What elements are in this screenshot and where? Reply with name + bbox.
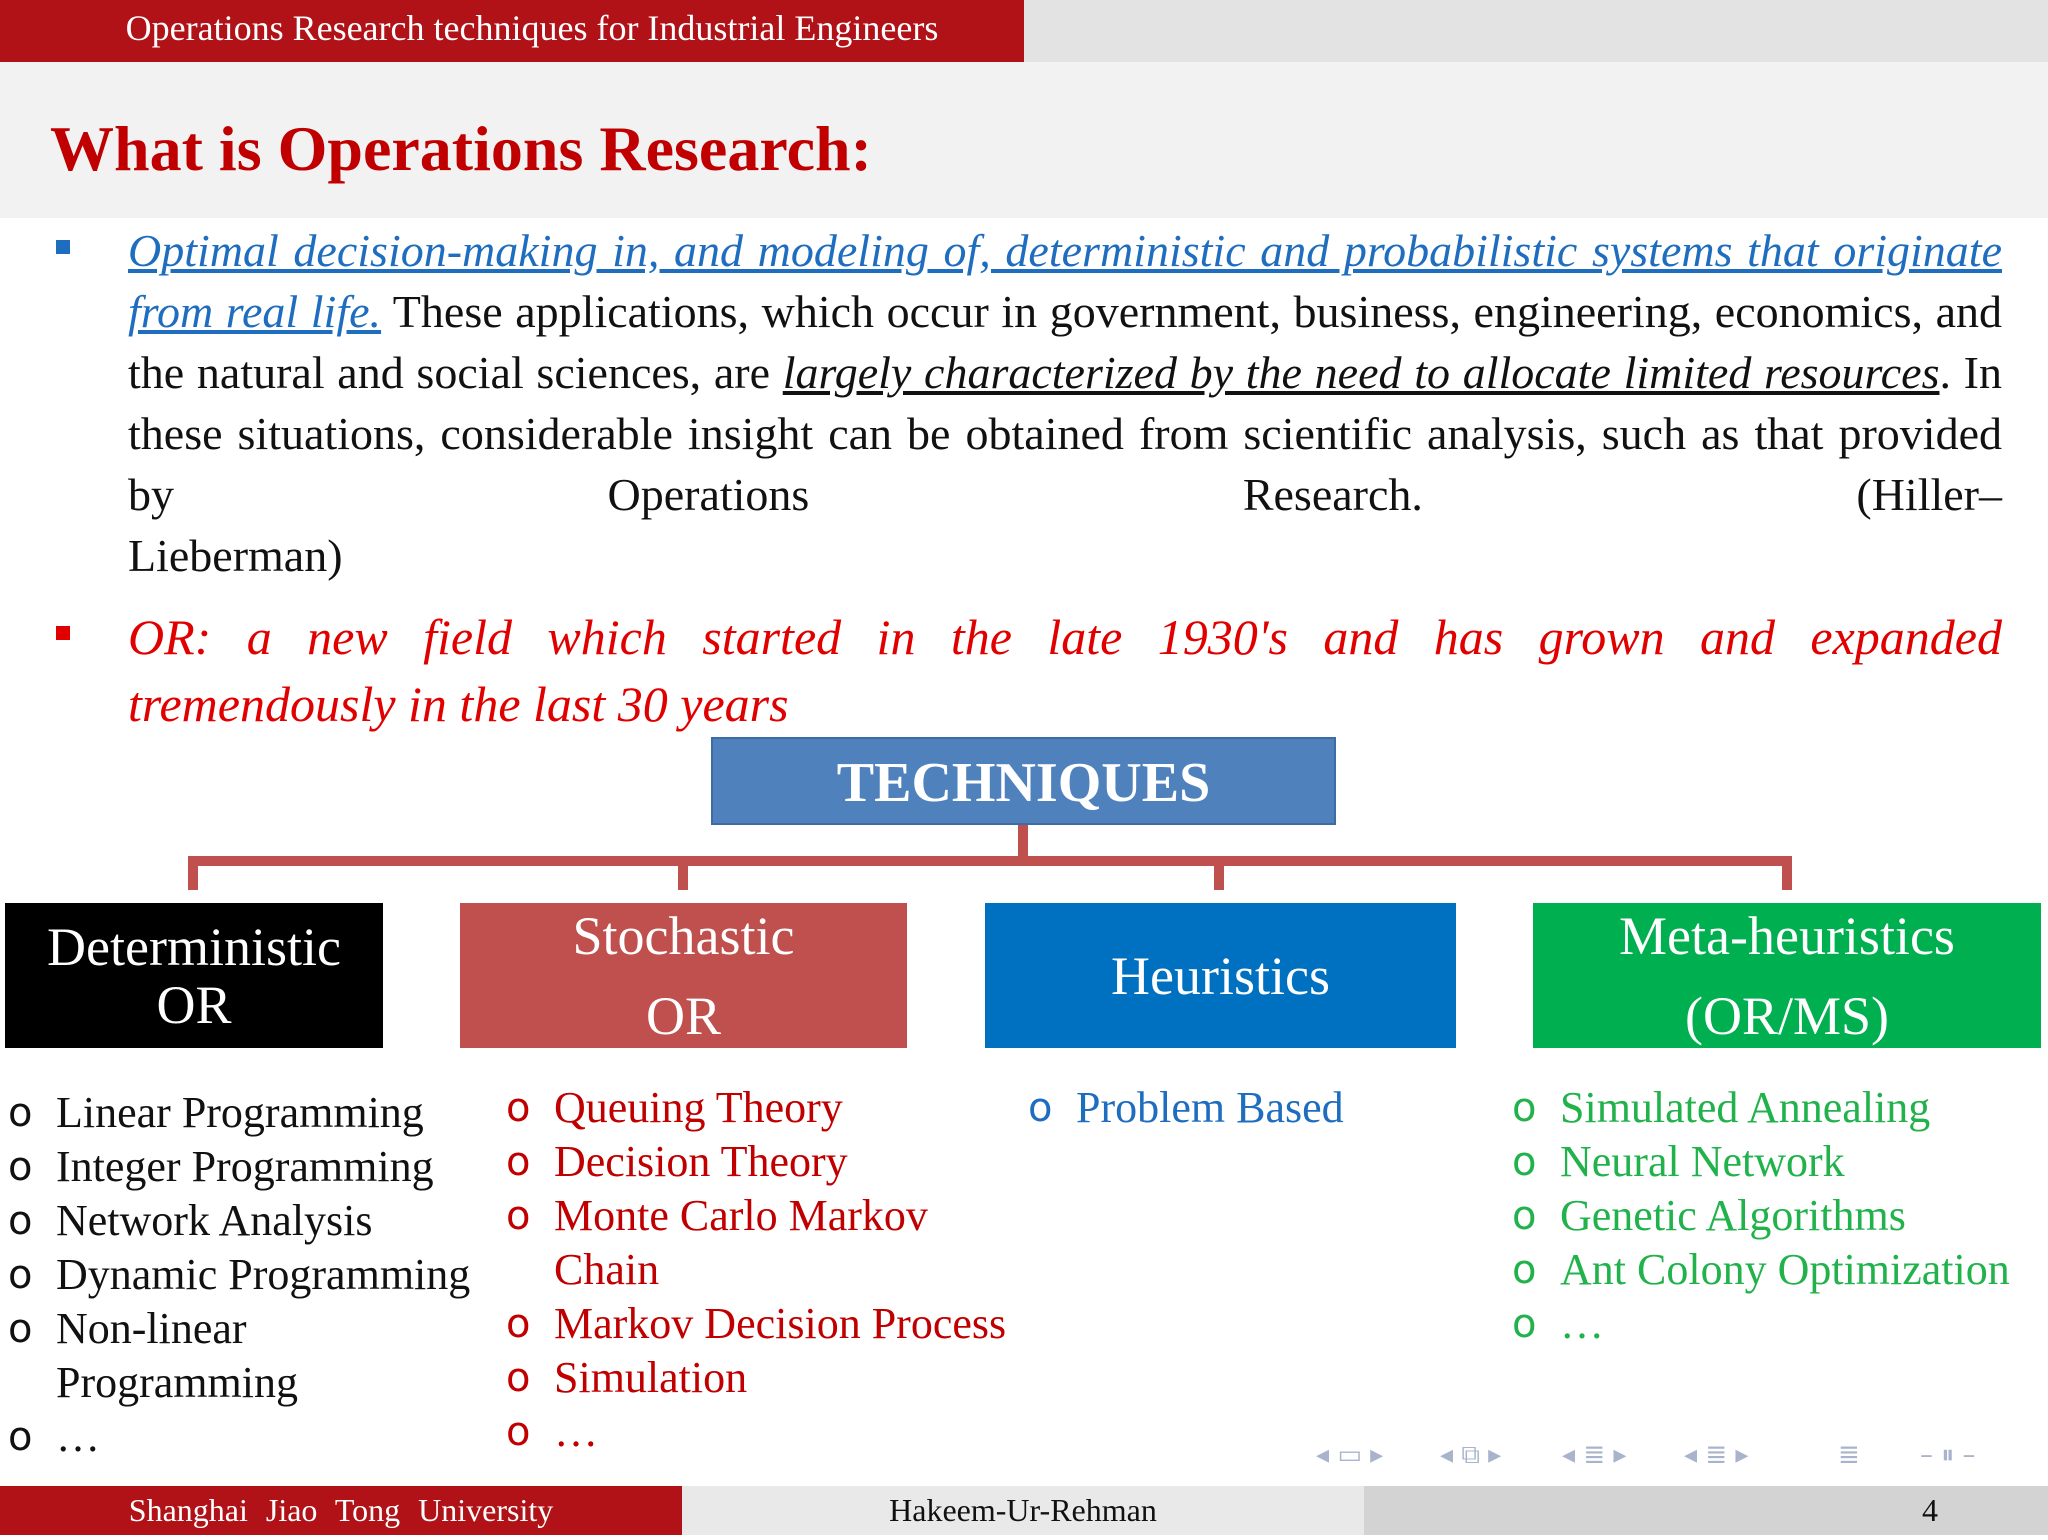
list-item: o Simulation <box>506 1351 1026 1405</box>
list-bullet: o <box>506 1193 531 1239</box>
list-bullet: o <box>1512 1193 1537 1239</box>
connector-drop-meta <box>1782 856 1792 890</box>
footer-university: Shanghai Jiao Tong University <box>0 1486 682 1535</box>
definition-text-c: Lieberman) <box>128 530 343 581</box>
list-item: o Neural Network <box>1512 1135 2042 1189</box>
history-line-1: OR: a new field which started in the late 1930's and has grown and expanded <box>128 609 2002 665</box>
list-item: o Queuing Theory <box>506 1081 1026 1135</box>
list-bullet: o <box>506 1355 531 1401</box>
list-item: o … <box>1512 1297 2042 1351</box>
meta-heuristics-list <box>1512 1081 2042 1351</box>
category-label: OR <box>156 974 232 1035</box>
list-bullet: o <box>506 1301 531 1347</box>
definition-text-a: These applications, which occur in government, business, engineering, economics, and the natural and social sciences, are <box>128 286 2003 398</box>
list-bullet: o <box>8 1414 33 1460</box>
bullet-square-icon <box>56 240 70 254</box>
footer <box>0 1486 2048 1535</box>
connector-bar <box>188 856 1792 866</box>
nav-search-icon[interactable]: ≣ <box>1838 1440 1860 1470</box>
header-bar <box>0 0 2048 62</box>
category-label: Heuristics <box>1111 945 1330 1006</box>
category-meta-heuristics <box>1533 903 2041 1048</box>
category-label: OR <box>645 985 721 1046</box>
list-item: o Linear Programming <box>8 1086 478 1140</box>
list-bullet: o <box>8 1144 33 1190</box>
title-area <box>0 62 2048 218</box>
category-label: Deterministic <box>47 916 341 977</box>
nav-frame-icon[interactable]: ◂ ▭ ▸ <box>1316 1440 1384 1470</box>
list-bullet: o <box>8 1198 33 1244</box>
list-bullet: o <box>8 1306 33 1352</box>
list-item: o Non-linear Programming <box>8 1304 298 1407</box>
list-item: o Markov Decision Process <box>506 1297 1026 1351</box>
connector-drop-heuristics <box>1214 856 1224 890</box>
list-item: o Integer Programming <box>8 1140 478 1194</box>
list-item: o Decision Theory <box>506 1135 1026 1189</box>
list-item: o Genetic Algorithms <box>1512 1189 2042 1243</box>
deterministic-list <box>8 1086 478 1464</box>
slide-title: What is Operations Research: <box>50 113 872 184</box>
history-paragraph <box>128 604 2002 738</box>
nav-back-icon[interactable]: – ⏸ – <box>1920 1440 1976 1470</box>
definition-link[interactable]: Optimal decision-making in, and modeling of, deterministic and probabilistic systems that originate from real life. <box>128 225 2002 337</box>
course-title: Operations Research techniques for Industrial Engineers <box>0 0 1024 62</box>
category-label: Meta-heuristics <box>1619 905 1955 966</box>
list-bullet: o <box>1028 1085 1053 1131</box>
category-label: Stochastic <box>572 905 795 966</box>
list-item: o Ant Colony Optimization <box>1512 1243 2042 1297</box>
list-bullet: o <box>1512 1085 1537 1131</box>
list-bullet: o <box>1512 1247 1537 1293</box>
list-bullet: o <box>506 1085 531 1131</box>
category-heuristics <box>985 903 1456 1048</box>
list-bullet: o <box>8 1252 33 1298</box>
footer-author: Hakeem-Ur-Rehman <box>682 1486 1364 1535</box>
connector-drop-deterministic <box>188 856 198 890</box>
list-bullet: o <box>506 1139 531 1185</box>
category-deterministic-or <box>5 903 383 1048</box>
connector-drop-stochastic <box>678 856 688 890</box>
nav-section-icon[interactable]: ◂ ≣ ▸ <box>1562 1440 1627 1470</box>
stochastic-list <box>506 1081 1026 1459</box>
footer-page-number: 4 <box>1364 1486 2048 1535</box>
heuristics-list <box>1028 1081 1468 1135</box>
techniques-box: TECHNIQUES <box>711 737 1336 825</box>
list-bullet: o <box>1512 1139 1537 1185</box>
list-item: o … <box>8 1410 478 1464</box>
list-item: o … <box>506 1405 1026 1459</box>
list-bullet: o <box>1512 1301 1537 1347</box>
connector-stem <box>1018 825 1028 860</box>
definition-emphasis: largely characterized by the need to allocate limited resources <box>782 347 1940 398</box>
beamer-navigation <box>1312 1432 2032 1480</box>
history-line-2: tremendously in the last 30 years <box>128 676 789 732</box>
list-bullet: o <box>506 1409 531 1455</box>
category-stochastic-or <box>460 903 907 1048</box>
list-bullet: o <box>8 1090 33 1136</box>
definition-paragraph <box>128 220 2002 586</box>
list-item: o Monte Carlo Markov Chain <box>506 1191 928 1294</box>
list-item: o Network Analysis <box>8 1194 478 1248</box>
list-item: o Problem Based <box>1028 1081 1468 1135</box>
bullet-square-icon <box>56 626 70 640</box>
category-label: (OR/MS) <box>1684 985 1890 1046</box>
list-item: o Simulated Annealing <box>1512 1081 2042 1135</box>
list-item: o Dynamic Programming <box>8 1248 478 1302</box>
definition-text-b: . In these situations, considerable insight can be obtained from scientific analysis, such as that provided by Operations Research. (Hiller– <box>128 347 2002 520</box>
nav-subsection-icon[interactable]: ◂ ⧉ ▸ <box>1440 1440 1502 1470</box>
nav-presentation-icon[interactable]: ◂ ≣ ▸ <box>1684 1440 1749 1470</box>
